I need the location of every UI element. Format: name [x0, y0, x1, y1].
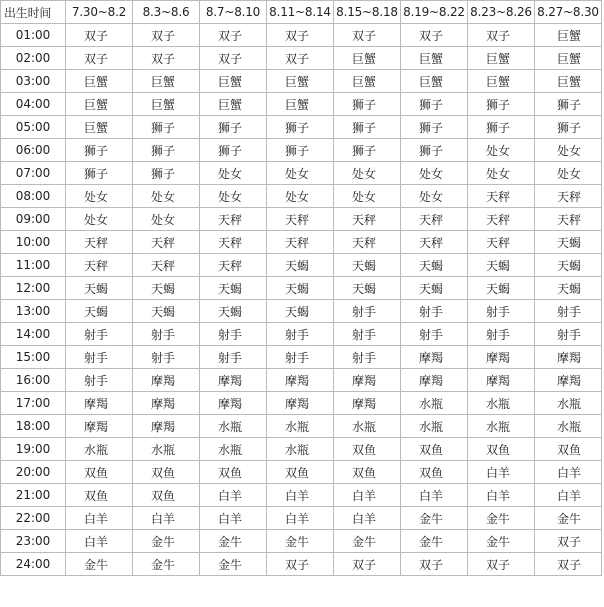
sign-cell: 天秤 [267, 231, 334, 254]
sign-cell: 狮子 [468, 93, 535, 116]
sign-cell: 双鱼 [66, 484, 133, 507]
sign-cell: 摩羯 [535, 369, 602, 392]
table-row [1, 415, 602, 438]
sign-cell: 狮子 [535, 93, 602, 116]
sign-cell: 狮子 [133, 139, 200, 162]
time-cell: 18:00 [1, 415, 66, 438]
sign-cell: 处女 [334, 162, 401, 185]
sign-cell: 双子 [334, 553, 401, 576]
sign-cell: 双子 [468, 553, 535, 576]
sign-cell: 白羊 [200, 484, 267, 507]
sign-cell: 白羊 [66, 530, 133, 553]
sign-cell: 天蝎 [401, 254, 468, 277]
sign-cell: 射手 [401, 300, 468, 323]
sign-cell: 狮子 [66, 139, 133, 162]
sign-cell: 双鱼 [401, 438, 468, 461]
time-cell: 17:00 [1, 392, 66, 415]
sign-cell: 处女 [267, 185, 334, 208]
sign-cell: 天蝎 [267, 254, 334, 277]
sign-cell: 狮子 [334, 93, 401, 116]
sign-cell: 双鱼 [401, 461, 468, 484]
table-row [1, 392, 602, 415]
table-row [1, 24, 602, 47]
sign-cell: 摩羯 [133, 415, 200, 438]
column-header: 8.11~8.14 [267, 1, 334, 24]
sign-cell: 处女 [267, 162, 334, 185]
sign-cell: 天蝎 [334, 277, 401, 300]
table-row [1, 93, 602, 116]
sign-cell: 白羊 [468, 484, 535, 507]
sign-cell: 天蝎 [200, 277, 267, 300]
sign-cell: 天秤 [334, 208, 401, 231]
sign-cell: 天蝎 [535, 277, 602, 300]
sign-cell: 天蝎 [200, 300, 267, 323]
time-cell: 14:00 [1, 323, 66, 346]
sign-cell: 双子 [267, 553, 334, 576]
column-header: 8.3~8.6 [133, 1, 200, 24]
sign-cell: 天秤 [133, 254, 200, 277]
sign-cell: 天蝎 [535, 231, 602, 254]
sign-cell: 白羊 [267, 484, 334, 507]
sign-cell: 水瓶 [267, 415, 334, 438]
sign-cell: 射手 [66, 346, 133, 369]
sign-cell: 白羊 [401, 484, 468, 507]
sign-cell: 天蝎 [468, 254, 535, 277]
sign-cell: 白羊 [66, 507, 133, 530]
sign-cell: 狮子 [133, 162, 200, 185]
sign-cell: 天秤 [535, 208, 602, 231]
sign-cell: 射手 [66, 323, 133, 346]
sign-cell: 天秤 [200, 231, 267, 254]
sign-cell: 天蝎 [267, 300, 334, 323]
sign-cell: 巨蟹 [535, 70, 602, 93]
sign-cell: 天秤 [468, 185, 535, 208]
sign-cell: 金牛 [401, 507, 468, 530]
sign-cell: 处女 [401, 185, 468, 208]
sign-cell: 射手 [133, 346, 200, 369]
time-cell: 10:00 [1, 231, 66, 254]
header-row [1, 1, 602, 24]
time-cell: 02:00 [1, 47, 66, 70]
sign-cell: 双子 [133, 24, 200, 47]
sign-cell: 巨蟹 [267, 70, 334, 93]
sign-cell: 双鱼 [334, 438, 401, 461]
sign-cell: 巨蟹 [66, 116, 133, 139]
column-header: 8.15~8.18 [334, 1, 401, 24]
sign-cell: 狮子 [66, 162, 133, 185]
time-cell: 22:00 [1, 507, 66, 530]
table-row [1, 507, 602, 530]
sign-cell: 摩羯 [66, 415, 133, 438]
sign-cell: 双鱼 [267, 461, 334, 484]
sign-cell: 摩羯 [334, 392, 401, 415]
sign-cell: 双子 [66, 47, 133, 70]
sign-cell: 狮子 [133, 116, 200, 139]
column-header: 8.27~8.30 [535, 1, 602, 24]
sign-cell: 射手 [401, 323, 468, 346]
sign-cell: 射手 [535, 323, 602, 346]
sign-cell: 巨蟹 [200, 93, 267, 116]
sign-cell: 处女 [200, 162, 267, 185]
sign-cell: 摩羯 [66, 392, 133, 415]
sign-cell: 摩羯 [535, 346, 602, 369]
time-cell: 15:00 [1, 346, 66, 369]
sign-cell: 巨蟹 [267, 93, 334, 116]
sign-cell: 双子 [334, 24, 401, 47]
sign-cell: 巨蟹 [401, 70, 468, 93]
sign-cell: 狮子 [401, 93, 468, 116]
time-cell: 21:00 [1, 484, 66, 507]
sign-cell: 摩羯 [267, 392, 334, 415]
sign-cell: 金牛 [200, 553, 267, 576]
sign-cell: 双子 [468, 24, 535, 47]
sign-cell: 狮子 [334, 139, 401, 162]
sign-cell: 双子 [535, 530, 602, 553]
sign-cell: 摩羯 [200, 392, 267, 415]
sign-cell: 水瓶 [535, 392, 602, 415]
table-row [1, 162, 602, 185]
table-row [1, 553, 602, 576]
sign-cell: 金牛 [334, 530, 401, 553]
sign-cell: 双鱼 [200, 461, 267, 484]
sign-cell: 巨蟹 [200, 70, 267, 93]
sign-cell: 摩羯 [334, 369, 401, 392]
time-cell: 01:00 [1, 24, 66, 47]
sign-cell: 白羊 [267, 507, 334, 530]
sign-cell: 天蝎 [334, 254, 401, 277]
sign-cell: 双鱼 [133, 461, 200, 484]
sign-cell: 双鱼 [535, 438, 602, 461]
sign-cell: 巨蟹 [133, 93, 200, 116]
sign-cell: 摩羯 [401, 346, 468, 369]
sign-cell: 狮子 [267, 116, 334, 139]
sign-cell: 处女 [200, 185, 267, 208]
sign-cell: 射手 [334, 300, 401, 323]
table-row [1, 300, 602, 323]
sign-cell: 巨蟹 [133, 70, 200, 93]
sign-cell: 处女 [401, 162, 468, 185]
column-header: 7.30~8.2 [66, 1, 133, 24]
sign-cell: 天秤 [401, 231, 468, 254]
sign-cell: 天秤 [468, 231, 535, 254]
sign-cell: 处女 [468, 162, 535, 185]
table-row [1, 530, 602, 553]
sign-cell: 射手 [334, 323, 401, 346]
sign-cell: 天蝎 [468, 277, 535, 300]
time-cell: 11:00 [1, 254, 66, 277]
sign-cell: 天秤 [200, 208, 267, 231]
time-cell: 08:00 [1, 185, 66, 208]
sign-cell: 水瓶 [468, 392, 535, 415]
time-cell: 24:00 [1, 553, 66, 576]
sign-cell: 狮子 [200, 116, 267, 139]
sign-cell: 双子 [267, 24, 334, 47]
sign-cell: 巨蟹 [66, 70, 133, 93]
sign-cell: 天秤 [468, 208, 535, 231]
sign-cell: 狮子 [200, 139, 267, 162]
sign-cell: 射手 [267, 346, 334, 369]
time-cell: 07:00 [1, 162, 66, 185]
sign-cell: 金牛 [468, 507, 535, 530]
sign-cell: 双鱼 [66, 461, 133, 484]
sign-cell: 天秤 [334, 231, 401, 254]
sign-cell: 天秤 [66, 254, 133, 277]
sign-cell: 处女 [133, 208, 200, 231]
sign-cell: 天蝎 [401, 277, 468, 300]
sign-cell: 水瓶 [334, 415, 401, 438]
sign-cell: 双鱼 [133, 484, 200, 507]
sign-cell: 金牛 [468, 530, 535, 553]
sign-cell: 天秤 [200, 254, 267, 277]
column-header: 8.23~8.26 [468, 1, 535, 24]
table-row [1, 254, 602, 277]
sign-cell: 狮子 [267, 139, 334, 162]
table-row [1, 346, 602, 369]
table-row [1, 461, 602, 484]
sign-cell: 双鱼 [334, 461, 401, 484]
sign-cell: 天蝎 [535, 254, 602, 277]
sign-cell: 双子 [133, 47, 200, 70]
sign-cell: 处女 [535, 139, 602, 162]
sign-cell: 双子 [200, 47, 267, 70]
sign-cell: 射手 [468, 300, 535, 323]
sign-cell: 金牛 [133, 530, 200, 553]
sign-cell: 天秤 [401, 208, 468, 231]
sign-cell: 双子 [401, 24, 468, 47]
sign-cell: 天秤 [133, 231, 200, 254]
sign-cell: 双子 [200, 24, 267, 47]
time-cell: 12:00 [1, 277, 66, 300]
time-cell: 06:00 [1, 139, 66, 162]
sign-cell: 射手 [133, 323, 200, 346]
time-cell: 09:00 [1, 208, 66, 231]
table-row [1, 438, 602, 461]
sign-cell: 处女 [334, 185, 401, 208]
time-cell: 03:00 [1, 70, 66, 93]
sign-cell: 天蝎 [66, 277, 133, 300]
sign-cell: 天秤 [267, 208, 334, 231]
sign-cell: 水瓶 [133, 438, 200, 461]
table-row [1, 208, 602, 231]
sign-cell: 巨蟹 [334, 47, 401, 70]
sign-cell: 摩羯 [401, 369, 468, 392]
sign-cell: 金牛 [200, 530, 267, 553]
sign-cell: 水瓶 [401, 415, 468, 438]
sign-cell: 双子 [267, 47, 334, 70]
sign-cell: 狮子 [334, 116, 401, 139]
sign-cell: 摩羯 [468, 369, 535, 392]
sign-cell: 摩羯 [133, 369, 200, 392]
table-row [1, 231, 602, 254]
sign-cell: 射手 [535, 300, 602, 323]
time-cell: 04:00 [1, 93, 66, 116]
sign-cell: 射手 [267, 323, 334, 346]
sign-cell: 处女 [133, 185, 200, 208]
sign-cell: 射手 [66, 369, 133, 392]
sign-cell: 水瓶 [200, 415, 267, 438]
sign-cell: 狮子 [535, 116, 602, 139]
column-header: 8.19~8.22 [401, 1, 468, 24]
sign-cell: 双子 [66, 24, 133, 47]
sign-cell: 金牛 [133, 553, 200, 576]
time-cell: 20:00 [1, 461, 66, 484]
sign-cell: 摩羯 [200, 369, 267, 392]
table-row [1, 369, 602, 392]
time-cell: 23:00 [1, 530, 66, 553]
time-cell: 16:00 [1, 369, 66, 392]
table-row [1, 185, 602, 208]
sign-cell: 射手 [200, 323, 267, 346]
sign-cell: 巨蟹 [334, 70, 401, 93]
sign-cell: 水瓶 [267, 438, 334, 461]
table-row [1, 277, 602, 300]
sign-cell: 双子 [535, 553, 602, 576]
sign-cell: 处女 [468, 139, 535, 162]
sign-cell: 水瓶 [66, 438, 133, 461]
sign-cell: 天蝎 [267, 277, 334, 300]
sign-cell: 天蝎 [133, 300, 200, 323]
sign-cell: 摩羯 [267, 369, 334, 392]
sign-cell: 白羊 [535, 461, 602, 484]
sign-cell: 天蝎 [133, 277, 200, 300]
sign-cell: 处女 [66, 208, 133, 231]
sign-cell: 天秤 [535, 185, 602, 208]
sign-cell: 巨蟹 [468, 70, 535, 93]
sign-cell: 金牛 [535, 507, 602, 530]
sign-cell: 巨蟹 [468, 47, 535, 70]
sign-cell: 白羊 [334, 507, 401, 530]
time-cell: 13:00 [1, 300, 66, 323]
sign-cell: 狮子 [468, 116, 535, 139]
sign-cell: 射手 [468, 323, 535, 346]
sign-cell: 巨蟹 [401, 47, 468, 70]
sign-cell: 水瓶 [200, 438, 267, 461]
sign-cell: 摩羯 [133, 392, 200, 415]
sign-cell: 处女 [535, 162, 602, 185]
sign-cell: 双子 [401, 553, 468, 576]
sign-cell: 白羊 [334, 484, 401, 507]
sign-cell: 射手 [200, 346, 267, 369]
corner-header: 出生时间 [1, 1, 66, 24]
sign-cell: 狮子 [401, 116, 468, 139]
table-row [1, 70, 602, 93]
table-row [1, 323, 602, 346]
sign-cell: 水瓶 [401, 392, 468, 415]
table-row [1, 116, 602, 139]
sign-cell: 狮子 [401, 139, 468, 162]
sign-cell: 水瓶 [468, 415, 535, 438]
table-row [1, 139, 602, 162]
time-cell: 19:00 [1, 438, 66, 461]
sign-cell: 巨蟹 [535, 24, 602, 47]
time-cell: 05:00 [1, 116, 66, 139]
sign-cell: 射手 [334, 346, 401, 369]
sign-cell: 白羊 [468, 461, 535, 484]
sign-cell: 金牛 [267, 530, 334, 553]
sign-cell: 白羊 [200, 507, 267, 530]
table-row [1, 484, 602, 507]
sign-cell: 双鱼 [468, 438, 535, 461]
sign-cell: 水瓶 [535, 415, 602, 438]
sign-cell: 金牛 [66, 553, 133, 576]
table-row [1, 47, 602, 70]
sign-cell: 白羊 [535, 484, 602, 507]
column-header: 8.7~8.10 [200, 1, 267, 24]
sign-cell: 处女 [66, 185, 133, 208]
sign-cell: 巨蟹 [535, 47, 602, 70]
sign-cell: 天秤 [66, 231, 133, 254]
sign-cell: 白羊 [133, 507, 200, 530]
sign-cell: 巨蟹 [66, 93, 133, 116]
sign-cell: 天蝎 [66, 300, 133, 323]
sign-cell: 金牛 [401, 530, 468, 553]
sign-cell: 摩羯 [468, 346, 535, 369]
